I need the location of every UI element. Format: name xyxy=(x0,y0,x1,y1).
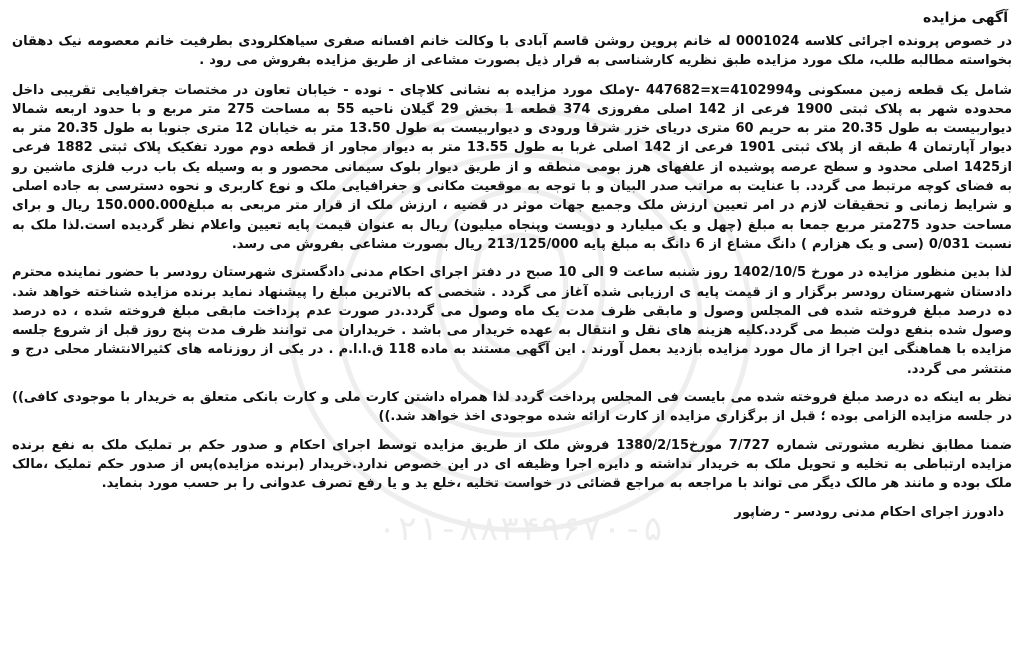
notice-paragraph-property: شامل یک قطعه زمین مسکونی و4102994=y- 447682=xملک مورد مزایده به نشانی کلاچای - نوده - خیابان تعاون در مختصات جغرافیایی تقریبی داخل محدوده شهر به پلاک ثبتی 1900 فرعی از 142 اصلی مفروزی 374 قطعه 1 بخش 29 گیلان ناحیه 55 به مساحت 275 متر مربع و با حدود اربعه شمالا دیواربیست به طول 20.35 متر به حریم 60 متری دریای خزر شرقا ورودی و دیواربیست به طول 13.50 متر به خیابان 12 متری جنوبا به طول 20.35 متر به دیوار آپارتمان 4 طبقه از پلاک ثبتی 1901 فرعی از 142 اصلی غربا به طول 13.55 متر به دیوار مجاور از قطعه دوم مورد تفکیک پلاک ثبتی 1882 فرعی از1425 اصلی محدود و سطح عرصه پوشیده از علفهای هرز بومی منطقه و از طریق دیوار بلوک سیمانی محصور و به وسیله یک باب درب فلزی ماشین رو به فضای کوچه مرتبط می گردد. با عنایت به مراتب صدر البیان و با توجه به موقعیت مکانی و جغرافیایی ملک و نوع کاربری و نحوه دسترسی به جاده اصلی و شرایط زمانی و تحقیقات لازم در امر تعیین ارزش ملک وجمیع جهات موثر در قضیه ، ارزش ملک از قرار متر مربعی به مبلغ150.000.000 ریال و برای مساحت حدود 275متر مربع جمعا به مبلغ (چهل و یک میلیارد و دویست وپنجاه میلیون) ریال به عنوان قیمت پایه تعیین واعلام نظر گردیده است.لذا ملک به نسبت 0/031 (سی و یک هزارم ) دانگ مشاع از 6 دانگ به مبلغ پایه 213/125/000 ریال بصورت مشاعی بفروش می رسد. xyxy=(12,82,1013,252)
notice-paragraph-payment: نظر به اینکه ده درصد مبلغ فروخته شده می بایست فی المجلس پرداخت گردد لذا همراه داشتن کارت ملی و کارت بانکی متعلق به خریدار با موجودی کافی)) در جلسه مزایده الزامی بوده ؛ قبل از برگزاری مزایده از کارت ارائه شده موجودی اخذ خواهد شد.)) xyxy=(12,390,1012,425)
notice-paragraph-auction-date: لذا بدین منظور مزایده در مورخ 1402/10/5 روز شنبه ساعت 9 الی 10 صبح در دفتر اجرای احکام مدنی دادگستری شهرستان رودسر با حضور نماینده محترم دادستان شهرستان رودسر برگزار و از قیمت پایه ی ارزیابی شده آغاز می گردد . شخصی که بالاترین مبلغ را پیشنهاد نماید برنده مزایده شناخته خواهد شد. ده درصد مبلغ فروخته شده فی المجلس وصول و مابقی ظرف مدت یک ماه وصول می گردد.در صورت عدم پرداخت مابقی مبلغ فروخته شده ، ده درصد وصول شده بنفع دولت ضبط می گردد.کلیه هزینه های نقل و انتقال به عهده خریدار می باشد . خریداران می توانند ظرف مدت پنج روز قبل از شروع جلسه مزایده با هماهنگی این اجرا از مال مورد مزایده بازدید بعمل آورند . این آگهی مستند به ماده 118 ق.ا.ا.م . در یکی از روزنامه های کثیرالانتشار محلی درج و منتشر می گردد. xyxy=(12,265,1012,377)
notice-paragraph-advisory-opinion: ضمنا مطابق نظریه مشورتی شماره 7/727 مورخ1380/2/15 فروش ملک از طریق مزایده توسط اجرای احکام و صدور حکم بر تملیک ملک به نفع برنده مزایده ارتباطی به تخلیه و تحویل ملک به خریدار نداشته و دایره اجرا وظیفه ای در این خصوص ندارد.خریدار (برنده مزایده)پس از صدور حکم تملیک ،مالک ملک بوده و مانند هر مالک دیگر می تواند با مراجعه به مراجع قضائی در خواست تخلیه ،خلع ید و یا رفع تصرف عدوانی را بر حسب مورد بنماید. xyxy=(12,437,1013,492)
watermark-phone: ۰۲۱-۸۸۳۴۹۶۷۰-۵ xyxy=(376,509,664,549)
notice-title: آگهی مزایده xyxy=(922,10,1008,26)
notice-signature: دادورز اجرای احکام مدنی رودسر - رضاپور xyxy=(734,504,1004,520)
notice-paragraph-case: در خصوص پرونده اجرائی کلاسه 0001024 له خانم پروین روشن قاسم آبادی با وکالت خانم افسانه صفری سیاهکلرودی بطرفیت خانم معصومه نیک دهقان بخواسته مطالبه طلب، ملک مورد مزایده طبق نظریه کارشناسی به قرار ذیل بصورت مشاعی از طریق مزایده بفروش می رود . xyxy=(12,34,1013,69)
